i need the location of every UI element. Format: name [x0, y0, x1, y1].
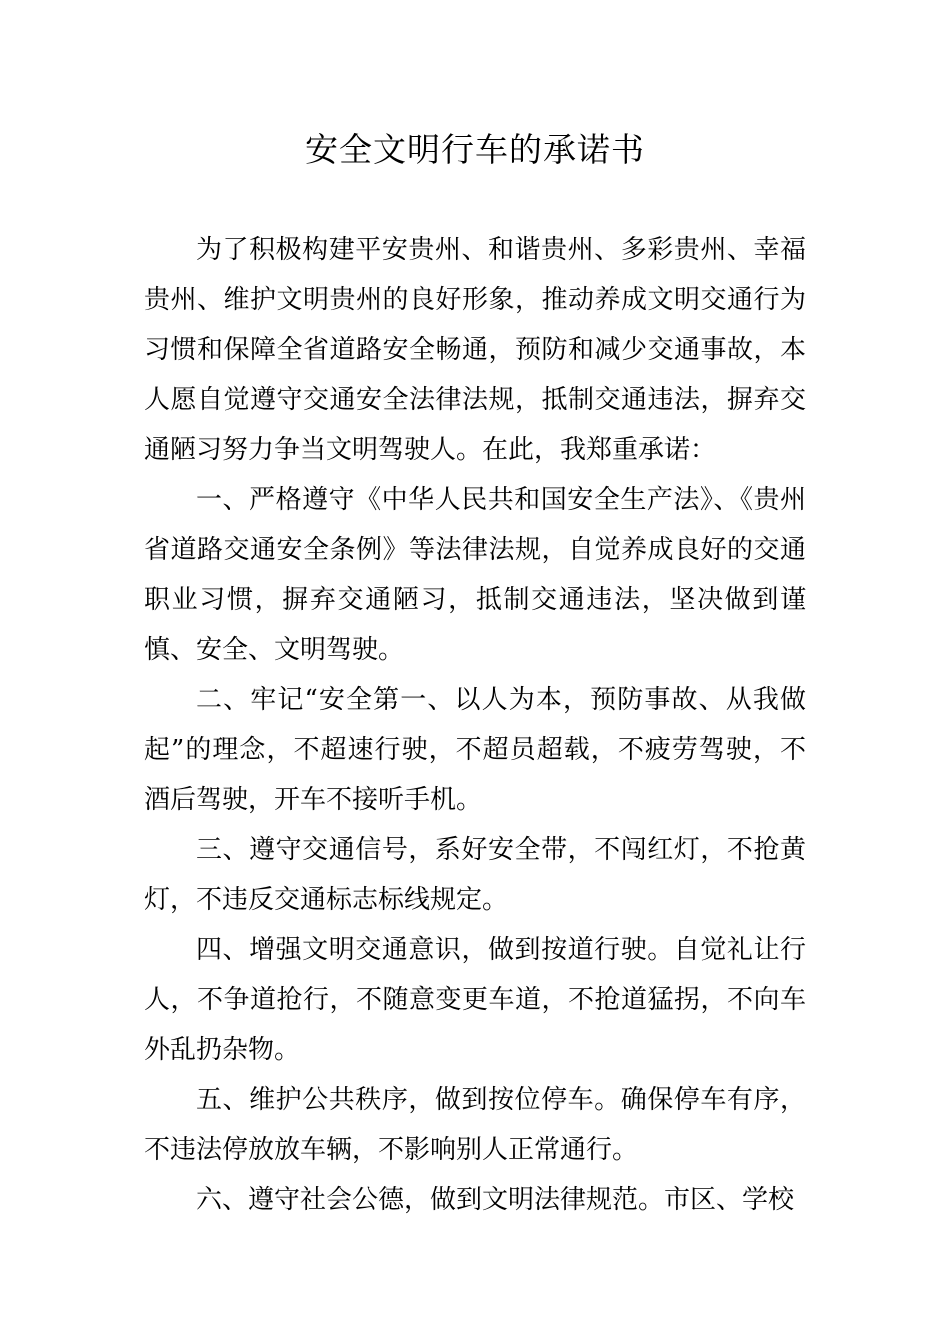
paragraph-item-3: 三、遵守交通信号，系好安全带，不闯红灯，不抢黄灯，不违反交通标志标线规定。: [144, 835, 806, 915]
paragraph-item-6: 六、遵守社会公德，做到文明法律规范。市区、学校: [196, 1185, 795, 1215]
paragraph-intro: 为了积极构建平安贵州、和谐贵州、多彩贵州、幸福贵州、维护文明贵州的良好形象，推动养成文明交通行为习惯和保障全省道路安全畅通，预防和减少交通事故，本人愿自觉遵守交通安全法律法规，抵制交通违法，摒弃交通陋习努力争当文明驾驶人。在此，我郑重承诺：: [144, 235, 806, 465]
document-title: 安全文明行车的承诺书: [305, 130, 645, 169]
paragraph-item-5: 五、维护公共秩序，做到按位停车。确保停车有序，不违法停放放车辆，不影响别人正常通行。: [144, 1085, 806, 1165]
paragraph-item-4: 四、增强文明交通意识，做到按道行驶。自觉礼让行人，不争道抢行，不随意变更车道，不抢道猛拐，不向车外乱扔杂物。: [144, 935, 806, 1065]
paragraph-item-1: 一、严格遵守《中华人民共和国安全生产法》、《贵州省道路交通安全条例》等法律法规，自觉养成良好的交通职业习惯，摒弃交通陋习，抵制交通违法，坚决做到谨慎、安全、文明驾驶。: [144, 485, 806, 665]
paragraph-item-2: 二、牢记“安全第一、以人为本，预防事故、从我做起”的理念，不超速行驶，不超员超载，不疲劳驾驶，不酒后驾驶，开车不接听手机。: [144, 685, 806, 815]
document-body: [144, 225, 806, 1225]
